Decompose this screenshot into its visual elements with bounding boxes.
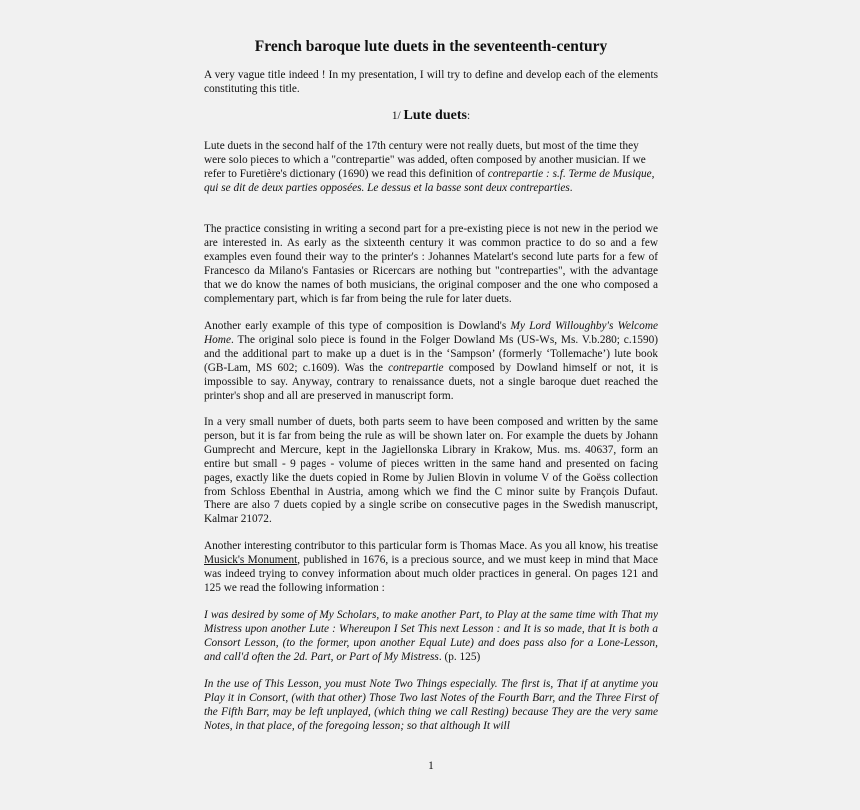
paragraph-small-number: In a very small number of duets, both parts seem to have been composed and written by the same person, but it is far from being the rule as will be shown later on. For example the duets by Johann Gumprecht and Mercure, kept in the Jagiellonska Library in Krakow, Mus. ms. 40637, form an entire but small - 9 pages - volume of pieces written in the same hand and presented on facing pages, exactly like the duets copied in Rome by Julien Blovin in volume V of the Goëss collection from Schloss Ebenthal in Austria, among which we find the C minor suite by François Dufaut. There are also 7 duets copied by a single scribe on consecutive pages in the Swedish manuscript, Kalmar 21072. xyxy=(204,416,658,526)
quote-scholars xyxy=(204,609,658,665)
quote-use-of-lesson: In the use of This Lesson, you must Note Two Things especially. The first is, That if at anytime you Play it in Consort, (with that other) Those Two last Notes of the Fourth Barr, and the Three First of the Fifth Barr, may be left unplayed, (which thing we call Resting) because They are the very same Notes, in that place, of the foregoing lesson; so that although It will xyxy=(204,678,658,732)
furetiere-definition: contrepartie : s.f. Terme de Musique, qui se dit de deux parties opposées. Le dessus et la basse sont deux contreparties xyxy=(204,167,655,194)
paragraph-text: composed by Dowland himself or not, it is impossible to say. Anyway, contrary to renaissance duets, not a single baroque duet reached the printer's shop and all are preserved in manuscript form. xyxy=(204,361,658,402)
term-contrepartie: contrepartie xyxy=(388,361,444,374)
paragraph-text: Another interesting contributor to this particular form is Thomas Mace. As you all know, his treatise xyxy=(204,540,658,552)
paragraph-lute-duets xyxy=(204,140,658,196)
paragraph-dowland xyxy=(204,320,658,403)
treatise-title: Musick's Monument xyxy=(204,553,298,566)
paragraph-text: Another early example of this type of composition is Dowland's xyxy=(204,320,511,332)
section-title: Lute duets xyxy=(403,108,467,123)
intro-paragraph: A very vague title indeed ! In my presentation, I will try to define and develop each of the elements constituting this title. xyxy=(204,69,658,95)
paragraph-text: , published in 1676, is a precious source, and we must keep in mind that Mace was indeed trying to convey information about much older practices in general. On pages 121 and 125 we read the following information : xyxy=(204,553,658,594)
section-suffix: : xyxy=(466,110,471,122)
quote-reference: . (p. 125) xyxy=(438,650,481,663)
paragraph-text: . The original solo piece is found in the Folger Dowland Ms (US-Ws, Ms. V.b.280; c.1590) and the additional part to make up a duet is in the ‘Sampson’ (formerly ‘Tollemache’) lute book (GB-Lam, MS 602; c.1609). Was the xyxy=(204,333,658,374)
piece-title: My Lord Willoughby's Welcome Home xyxy=(204,320,658,346)
paragraph-practice: The practice consisting in writing a second part for a pre-existing piece is not new in the period we are interested in. As early as the sixteenth century it was common practice to do so and a few examples even found their way to the printer's : Johannes Matelart's second lute parts for a few of Francesco da Milano's Fantasies or Ricercars are nothing but "contreparties", with the advantage that we do know the names of both musicians, the original composer and the one who composed a complementary part, which is far from being the rule for later duets. xyxy=(204,223,658,305)
section-number: 1/ xyxy=(391,110,401,122)
page-number: 1 xyxy=(428,760,434,772)
paragraph-text: . xyxy=(569,181,573,194)
quote-text: I was desired by some of My Scholars, to make another Part, to Play at the same time with That my Mistress upon another Lute : Whereupon I Set This next Lesson : and It is so made, that It is both a Consort Lesson, (to the former, upon another Equal Lute) and does pass also for a Lone-Lesson, and call'd often the 2d. Part, or Part of My Mistress xyxy=(204,609,658,663)
section-heading xyxy=(204,109,658,124)
document-title: French baroque lute duets in the seventeenth-century xyxy=(254,38,608,55)
paragraph-text: Lute duets in the second half of the 17th century were not really duets, but most of the time they were solo pieces to which a "contrepartie" was added, often composed by another musician. If we refer to Furetière's dictionary (1690) we read this definition of xyxy=(204,140,646,180)
paragraph-mace xyxy=(204,540,658,596)
